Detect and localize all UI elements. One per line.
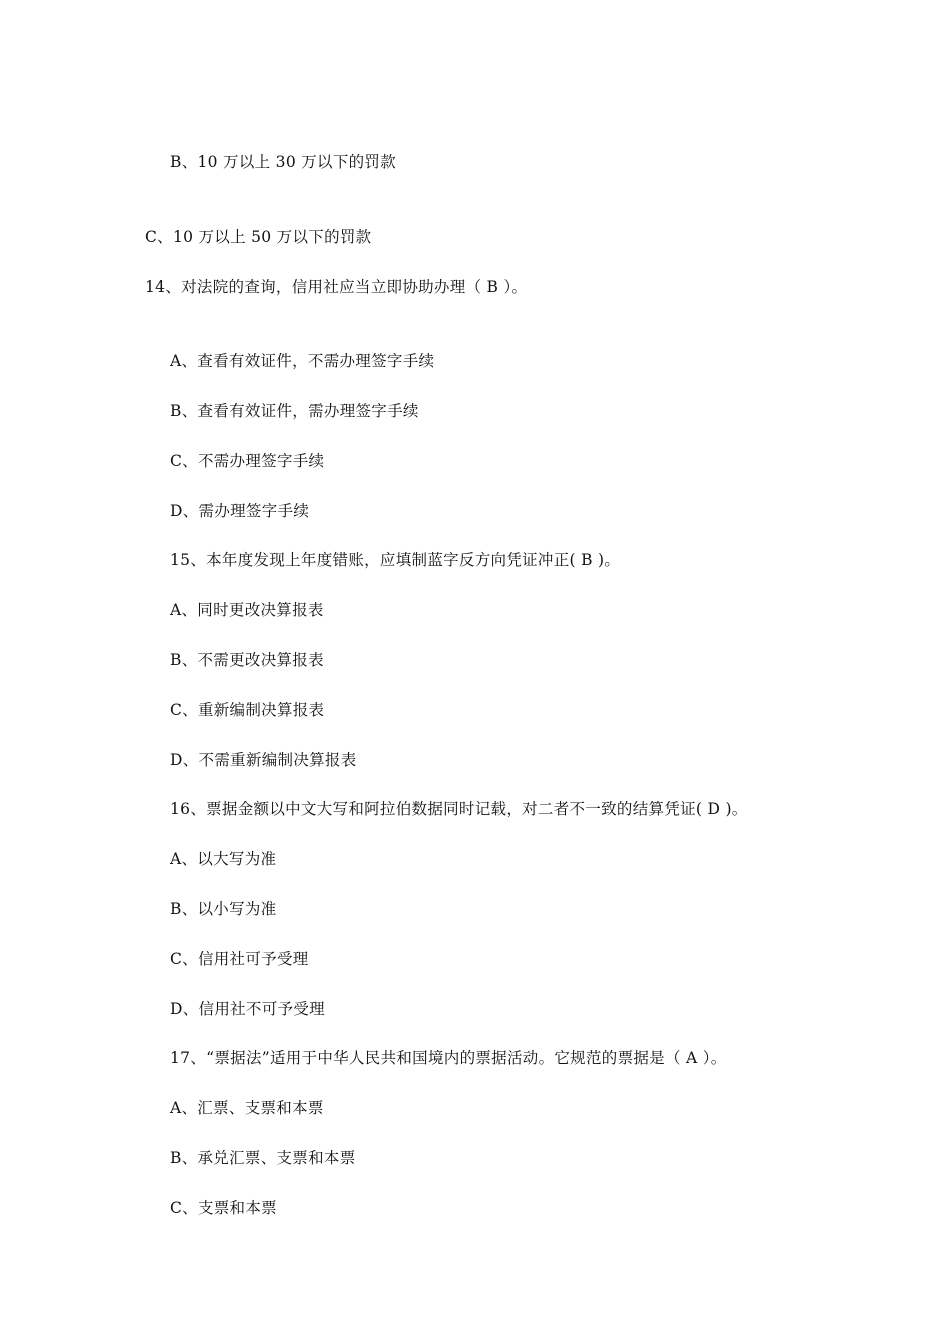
- question-16-option-b: B、以小写为准: [170, 900, 277, 918]
- question-17: 17、“票据法”适用于中华人民共和国境内的票据活动。它规范的票据是（ A ）。: [170, 1049, 727, 1067]
- question-17-option-a: A、汇票、支票和本票: [170, 1099, 324, 1117]
- question-17-option-c: C、支票和本票: [170, 1199, 277, 1217]
- question-15-option-c: C、重新编制决算报表: [170, 701, 325, 719]
- question-16-option-d: D、信用社不可予受理: [170, 1000, 325, 1018]
- question-14-option-a: A、查看有效证件，不需办理签字手续: [170, 352, 435, 370]
- option-b-fine-10-30: B、10 万以上 30 万以下的罚款: [170, 153, 397, 171]
- question-17-option-b: B、承兑汇票、支票和本票: [170, 1149, 356, 1167]
- question-14-option-b: B、查看有效证件，需办理签字手续: [170, 402, 419, 420]
- question-15: 15、本年度发现上年度错账，应填制蓝字反方向凭证冲正( B )。: [170, 551, 621, 569]
- option-c-fine-10-50: C、10 万以上 50 万以下的罚款: [145, 228, 372, 246]
- question-15-option-d: D、不需重新编制决算报表: [170, 751, 357, 769]
- question-15-option-b: B、不需更改决算报表: [170, 651, 324, 669]
- question-14-option-d: D、需办理签字手续: [170, 502, 310, 520]
- question-16-option-c: C、信用社可予受理: [170, 950, 309, 968]
- question-14-option-c: C、不需办理签字手续: [170, 452, 325, 470]
- question-16: 16、票据金额以中文大写和阿拉伯数据同时记载，对二者不一致的结算凭证( D )。: [170, 800, 748, 818]
- question-15-option-a: A、同时更改决算报表: [170, 601, 324, 619]
- question-16-option-a: A、以大写为准: [170, 850, 277, 868]
- question-14: 14、对法院的查询，信用社应当立即协助办理（ B ）。: [145, 278, 528, 296]
